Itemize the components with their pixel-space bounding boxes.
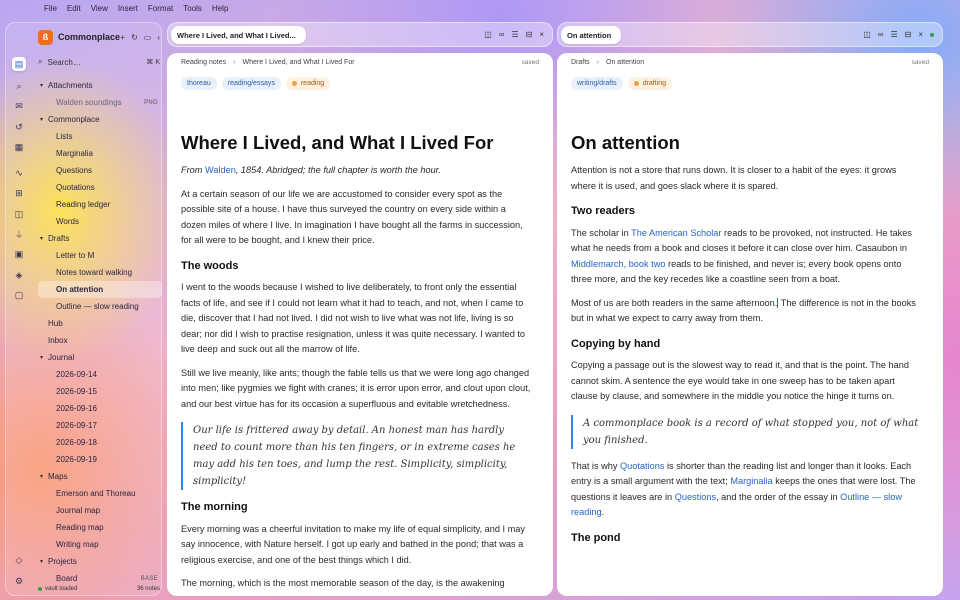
tree-item-label: Attachments <box>48 81 93 90</box>
status-dot-icon <box>634 81 639 86</box>
file-type-badge: PNG <box>144 99 158 106</box>
tree-file[interactable] <box>38 434 162 451</box>
sync-status-icon <box>930 33 934 37</box>
chevron-down-icon[interactable]: ▾ <box>40 117 44 123</box>
new-folder-icon[interactable]: ▭ <box>143 32 152 42</box>
sidebar-header <box>38 29 160 45</box>
tree-item-label: Walden soundings <box>56 98 122 107</box>
tree-folder[interactable] <box>38 230 162 247</box>
tree-file[interactable] <box>38 145 162 162</box>
blockquote: A commonplace book is a record of what stopped you, not of what you finished. <box>571 415 921 449</box>
search-input[interactable] <box>38 55 160 69</box>
right-tabbar <box>557 22 943 47</box>
menu-bar <box>0 0 960 16</box>
file-type-badge: BASE <box>140 575 158 582</box>
status-badge[interactable] <box>628 77 672 90</box>
vault-status: vault loaded <box>45 586 78 592</box>
right-pane-tools <box>863 30 934 39</box>
tree-file[interactable] <box>38 502 162 519</box>
text-run: The difference is not in the books but in what we expect to carry away from them. <box>571 297 916 323</box>
chevron-down-icon[interactable]: ▾ <box>40 559 44 565</box>
status-dot <box>38 587 42 591</box>
section-heading: The morning <box>181 501 248 513</box>
tree-item-label: 2026-09-15 <box>56 387 97 396</box>
tag-pill[interactable]: thoreau <box>181 77 217 90</box>
tab-where-i-lived[interactable]: Where I Lived, and What I Lived... <box>171 26 306 44</box>
tree-file[interactable] <box>38 400 162 417</box>
close-icon[interactable]: × <box>539 30 544 39</box>
tree-file[interactable] <box>38 247 162 264</box>
tree-folder[interactable] <box>38 349 162 366</box>
tree-folder[interactable] <box>38 553 162 570</box>
tree-item-label: 2026-09-14 <box>56 370 97 379</box>
section-heading: The woods <box>181 259 239 272</box>
activity-icon[interactable]: ∿ <box>15 167 23 178</box>
right-pane <box>557 22 943 596</box>
apps-icon[interactable]: ◫ <box>14 208 24 219</box>
tree-file[interactable] <box>38 485 162 502</box>
section-heading: Copying by hand <box>571 337 661 350</box>
tree-item-label: Inbox <box>48 336 68 345</box>
middlemarch-link[interactable]: Middlemarch, book two <box>571 258 666 269</box>
icon-rail <box>6 23 32 595</box>
tag-list <box>181 77 330 90</box>
tree-file[interactable] <box>38 519 162 536</box>
tree-item-label: Commonplace <box>48 115 100 124</box>
tree-file[interactable] <box>38 179 162 196</box>
tree-item-label: Letter to M <box>56 251 95 260</box>
tree-item-label: Questions <box>56 166 93 175</box>
menu-tools[interactable]: Tools <box>183 3 202 13</box>
byline <box>181 163 531 179</box>
shield-icon[interactable]: ◇ <box>15 554 23 565</box>
tree-item-label: 2026-09-16 <box>56 404 97 413</box>
split-icon[interactable]: ⊟ <box>525 30 533 39</box>
left-document[interactable] <box>167 53 553 596</box>
paragraph <box>571 226 921 288</box>
text-run: keeps the ones that were lost. The questions it leaves are in <box>571 476 916 502</box>
tree-item-label: Writing map <box>56 540 99 549</box>
paragraph: At a certain season of our life we are accustomed to consider every spot as the possible site of a house. I have thus surveyed the country on every side within a dozen miles of where I live. In imagination I have bought all the farms in succession, for all were to be bought, and I knew their price. <box>181 188 523 245</box>
right-document[interactable] <box>557 53 943 596</box>
left-pane-tools <box>484 30 544 39</box>
paragraph <box>571 459 921 521</box>
walden-link[interactable]: Walden <box>205 165 236 175</box>
menu-insert[interactable]: Insert <box>117 3 138 13</box>
refresh-icon[interactable]: ↻ <box>131 32 138 42</box>
tree-folder[interactable] <box>38 77 162 94</box>
tree-file[interactable] <box>38 451 162 468</box>
breadcrumb-current: On attention <box>606 59 645 66</box>
search-shortcut: ⌘ K <box>146 59 160 66</box>
tree-item-label: Words <box>56 217 79 226</box>
tree-file[interactable] <box>38 162 162 179</box>
calendar-icon[interactable]: ▣ <box>14 248 24 259</box>
status-badge[interactable] <box>286 77 330 90</box>
menu-help[interactable]: Help <box>211 3 229 13</box>
tree-file[interactable] <box>38 570 162 587</box>
tree-item-label: Quotations <box>56 183 95 192</box>
menu-format[interactable]: Format <box>147 3 174 13</box>
breadcrumb <box>571 59 929 66</box>
tree-item-label: On attention <box>56 285 104 294</box>
tree-folder[interactable] <box>38 468 162 485</box>
paragraph: Still we live meanly, like ants; though the fable tells us that we were long ago changed into men; like pygmies we fight with cranes; it is error upon error, and clout upon clout, and our best virtue has for its occasion a superfluous and evitable wretchedness. <box>181 367 531 409</box>
status-label: drafting <box>642 80 667 87</box>
breadcrumb-separator-icon: › <box>233 59 236 66</box>
section-heading: Two readers <box>571 205 635 217</box>
left-pane <box>167 22 553 596</box>
tree-file[interactable] <box>38 417 162 434</box>
text-run: reads to be provoked, not instructed. He takes what he needs from a book and closes it before it can close over him. Casaubon in <box>571 227 912 253</box>
book-icon[interactable]: ◫ <box>863 30 871 39</box>
menu-view[interactable]: View <box>90 3 108 13</box>
breadcrumb-separator-icon: › <box>596 59 600 66</box>
link-icon[interactable]: ∞ <box>498 30 505 39</box>
tree-folder[interactable] <box>38 111 162 128</box>
tree-file[interactable] <box>38 332 162 349</box>
tree-file[interactable] <box>38 128 162 145</box>
tree-item-label: 2026-09-19 <box>56 455 97 464</box>
list-icon[interactable]: ☰ <box>890 30 898 39</box>
tree-item-label: Outline — slow reading <box>56 302 139 311</box>
date-icon[interactable]: ▢ <box>14 289 24 300</box>
history-icon[interactable]: ↺ <box>15 121 23 132</box>
tree-file[interactable] <box>38 536 162 553</box>
new-note-icon[interactable]: + <box>120 32 126 42</box>
tag-icon[interactable]: ◈ <box>15 269 23 280</box>
paragraph: Attention is not a store that runs down. It is closer to a habit of the eyes: it grows where it is used, and goes slack where it is spared. <box>571 165 897 191</box>
tree-item-label: Drafts <box>48 234 70 243</box>
tree-item-label: 2026-09-17 <box>56 421 97 430</box>
section-heading: The pond <box>571 531 621 544</box>
tree-item-label: Journal map <box>56 506 101 515</box>
quotations-link[interactable]: Quotations <box>620 460 665 471</box>
plugin-icon[interactable]: ⏚ <box>14 229 24 240</box>
tree-item-label: Journal <box>48 353 75 362</box>
tree-item-label: Projects <box>48 557 77 566</box>
chevron-down-icon[interactable]: ▾ <box>40 83 44 89</box>
text-run: , and the order of the essay in <box>716 491 841 502</box>
tag-list <box>571 77 672 90</box>
chevron-down-icon[interactable]: ▾ <box>40 355 44 361</box>
page-title: On attention <box>571 132 680 153</box>
save-status: saved <box>521 59 539 66</box>
tree-file[interactable] <box>38 94 162 111</box>
byline-rest: , 1854. Abridged; the full chapter is worth the hour. <box>235 165 441 175</box>
text-run: reads to be finished, and never is; every book opens onto three more, and the key recedes like a coastline seen from a boat. <box>571 258 902 284</box>
tree-file[interactable] <box>38 315 162 332</box>
blockquote: Our life is frittered away by detail. An honest man has hardly need to count more than his ten fingers, or in extreme cases he may add his ten toes, and lump the rest. Simplicity, simplicity, simplicity! <box>181 422 531 490</box>
tree-item-label: Lists <box>56 132 73 141</box>
status-label: reading <box>300 80 325 87</box>
tree-item-label: Hub <box>48 319 63 328</box>
tree-file[interactable] <box>38 213 162 230</box>
paragraph: I went to the woods because I wished to live deliberately, to front only the essential facts of life, and see if I could not learn what it had to teach, and not, when I came to die, discover that I had not lived. I did not wish to live what was not life, living is so dear; nor did I wish to practise resignation, unless it was quite necessary. I wanted to live deep and suck out all the marrow of life. <box>181 282 526 354</box>
tree-file[interactable] <box>38 298 162 315</box>
document-body <box>181 131 531 600</box>
tab-on-attention[interactable]: On attention <box>561 26 621 44</box>
table-icon[interactable]: ▦ <box>14 141 24 152</box>
tree-file[interactable] <box>38 366 162 383</box>
tree-file[interactable] <box>38 196 162 213</box>
tree-item-label: Notes toward walking <box>56 268 133 277</box>
paragraph: Copying a passage out is the slowest way to read it, and that is the point. The hand cannot skim. A sentence the eye would take in one sweep has to be taken apart clause by clause, and somewhere in the middle you notice the hinge it turns on. <box>571 360 909 401</box>
collapse-sidebar-icon[interactable]: ‹ <box>157 32 160 42</box>
tree-item-label: 2026-09-18 <box>56 438 97 447</box>
search-icon-small: ⌕ <box>38 57 43 66</box>
search-placeholder: Search… <box>47 57 81 67</box>
tree-item-label: Marginalia <box>56 149 93 158</box>
save-status: saved <box>911 59 929 66</box>
sidebar <box>5 22 162 596</box>
chevron-down-icon[interactable]: ▾ <box>40 236 44 242</box>
outline-link[interactable]: Outline — slow reading <box>571 491 902 517</box>
link-icon[interactable]: ∞ <box>877 30 884 39</box>
document-body <box>571 131 921 552</box>
chevron-down-icon[interactable]: ▾ <box>40 474 44 480</box>
tree-item-label: Board <box>56 574 78 583</box>
breadcrumb-current: Where I Lived, and What I Lived For <box>242 59 355 66</box>
breadcrumb <box>181 59 539 66</box>
tag-pill[interactable]: reading/essays <box>222 77 281 90</box>
text-run: Most of us are both readers in the same afternoon. <box>571 297 778 308</box>
left-tabbar <box>167 22 553 47</box>
search-icon[interactable]: ⌕ <box>16 80 22 91</box>
menu-edit[interactable]: Edit <box>66 3 81 13</box>
tree-item-label: Reading ledger <box>56 200 111 209</box>
tree-file[interactable] <box>38 281 162 298</box>
tree-item-label: Emerson and Thoreau <box>56 489 136 498</box>
close-icon[interactable]: × <box>918 30 923 39</box>
inbox-icon[interactable]: ✉ <box>15 100 23 111</box>
tree-item-label: Maps <box>48 472 68 481</box>
marginalia-link[interactable]: Marginalia <box>730 476 773 486</box>
questions-link[interactable]: Questions <box>674 491 717 502</box>
american-scholar-link[interactable]: The American Scholar <box>631 227 722 238</box>
tree-file[interactable] <box>38 383 162 400</box>
breadcrumb-parent[interactable]: Reading notes <box>181 59 227 66</box>
paragraph: Every morning was a cheerful invitation to make my life of equal simplicity, and I may say innocence, with Nature herself. I got up early and bathed in the pond; that was a religious exercise, and one of the best things which I did. <box>181 523 525 565</box>
menu-file[interactable]: File <box>44 3 57 13</box>
text-run: is shorter than the reading list and longer than it looks. Each entry is a small argument with the text; <box>571 460 912 486</box>
settings-icon[interactable]: ⚙ <box>14 575 24 586</box>
breadcrumb-parent[interactable]: Drafts <box>571 59 590 66</box>
paragraph <box>571 296 921 327</box>
text-run: That is why <box>571 460 621 471</box>
app-logo-icon: ß <box>38 30 53 45</box>
page-title: Where I Lived, and What I Lived For <box>181 132 494 153</box>
split-icon[interactable]: ⊟ <box>904 30 912 39</box>
paragraph: The morning, which is the most memorable season of the day, is the awakening <box>181 578 505 588</box>
sidebar-footer <box>38 586 160 592</box>
byline-prefix: From <box>181 165 205 175</box>
text-run: . <box>601 507 605 517</box>
files-icon[interactable]: ▤ <box>12 57 26 71</box>
vault-name[interactable]: Commonplace <box>58 32 121 42</box>
file-tree <box>38 77 162 587</box>
tree-file[interactable] <box>38 264 162 281</box>
text-run: The scholar in <box>571 227 632 238</box>
grid-icon[interactable]: ⊞ <box>15 187 23 198</box>
list-icon[interactable]: ☰ <box>511 30 519 39</box>
status-dot-icon <box>292 81 297 86</box>
sidebar-tools <box>120 33 160 42</box>
tag-pill[interactable]: writing/drafts <box>571 77 623 90</box>
tree-item-label: Reading map <box>56 523 104 532</box>
book-icon[interactable]: ◫ <box>484 30 492 39</box>
note-count: 36 notes <box>136 586 160 592</box>
